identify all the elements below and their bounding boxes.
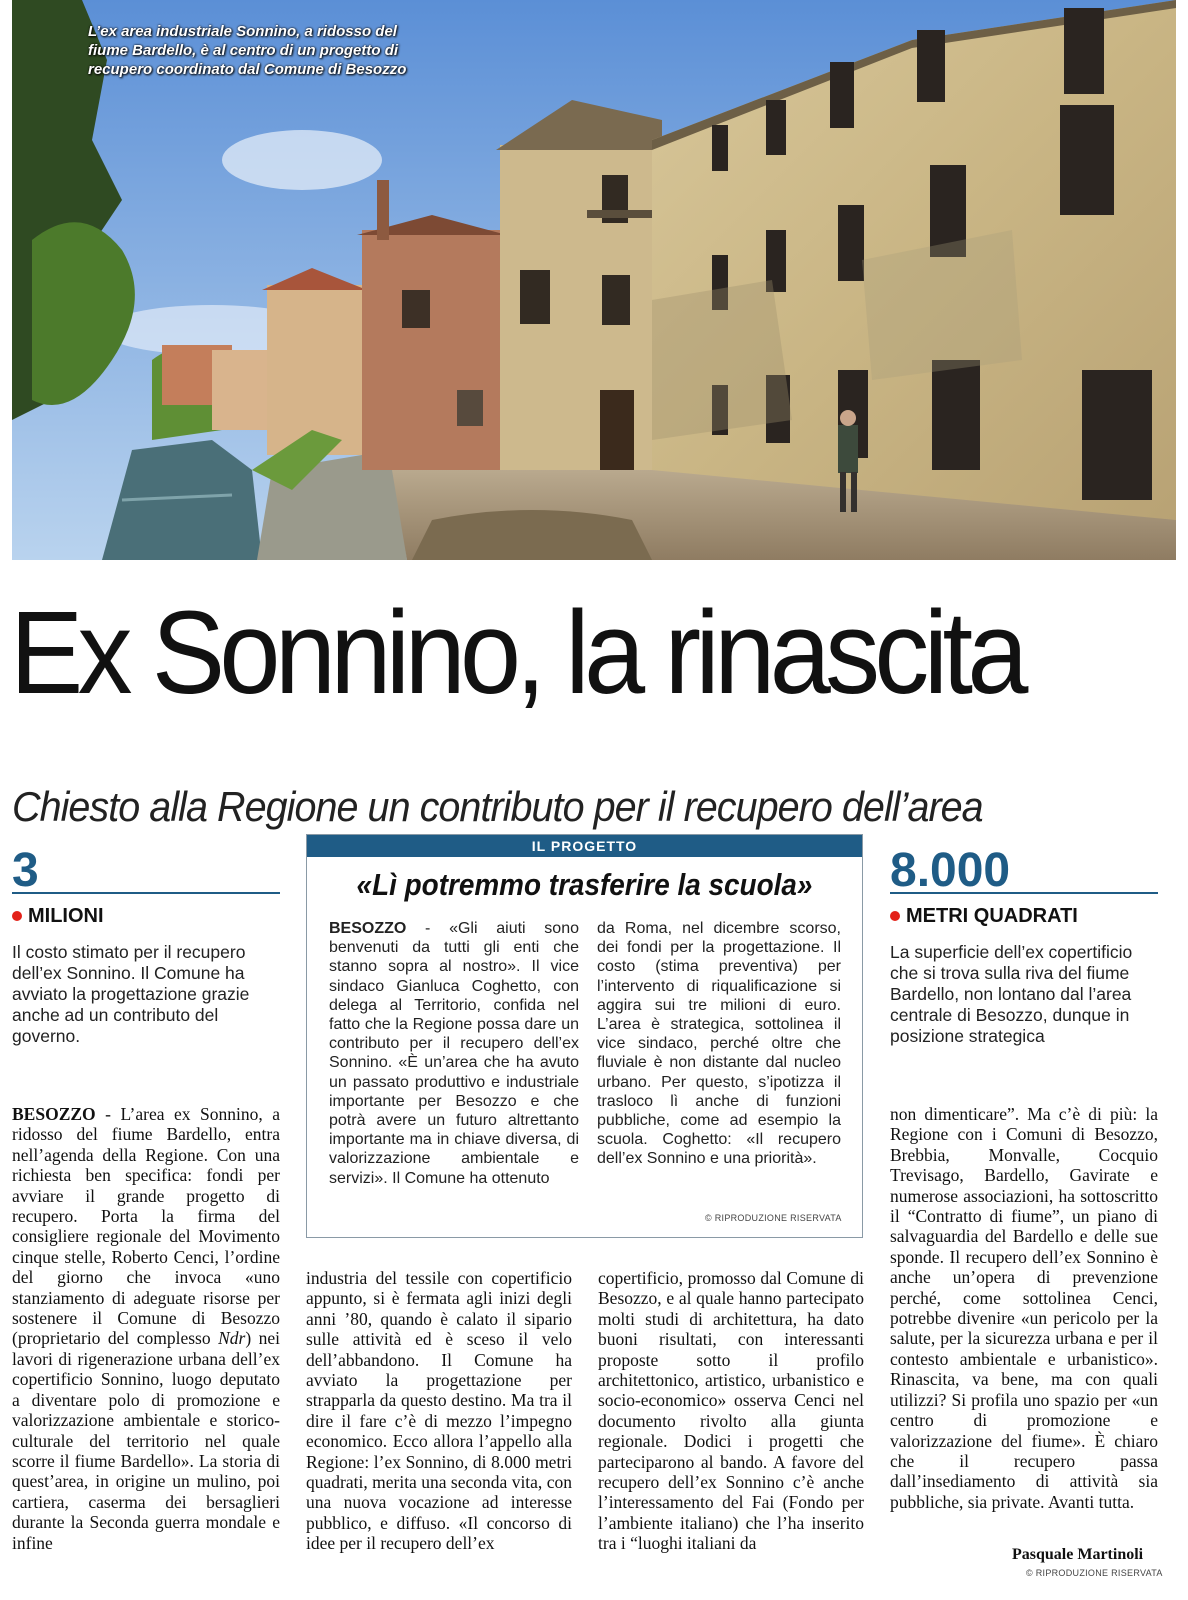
- stat-left-description: Il costo stimato per il recupero dell’ex Sonnino. Il Comune ha avviato la progettazione grazie anche ad un contributo del governo.: [12, 942, 250, 1046]
- article-column-3: copertificio, promosso dal Comune di Besozzo, e al quale hanno partecipato molti studi di architettura, ha dato buoni risultati, con interessanti proposte sotto il profilo architettonico, artistico, urbanistico e socio-economico» osserva Cenci nel documento rivolto alla giunta regionale. Dodici i progetti che parteciparono al bando. A favore del recupero dell’ex Sonnino c’è anche l’interessamento del Fai (Fondo per l’ambiente italiano) che l’ha inserito tra i “luoghi italiani da: [598, 1268, 864, 1554]
- box-title: «Lì potremmo trasferire la scuola»: [356, 867, 813, 902]
- stat-right-unit-row: [890, 904, 1158, 928]
- box-column-1-text: - «Gli aiuti sono benvenuti da tutti gli enti che stanno sopra al nostro». Il vice sindaco Gianluca Coghetto, con delega al Territorio, confida nel fatto che la Regione possa dare un contributo per il recupero dell’ex Sonnino. «È un’area che ha avuto un passato produttivo e industriale importante per Besozzo e che potrà avere un futuro altrettanto importante ma in chiave diversa, di valorizzazione ambientale e servizi». Il Comune ha ottenuto: [329, 920, 579, 1187]
- project-box: [306, 834, 863, 1238]
- stat-left: [12, 846, 280, 1047]
- photo-caption: L’ex area industriale Sonnino, a ridosso del fiume Bardello, è al centro di un progetto di recupero coordinato dal Comune di Besozzo: [88, 23, 407, 78]
- article-column-1-text-a: - L’area ex Sonnino, a ridosso del fiume Bardello, entra nell’agenda della Regione. Con una richiesta ben specifica: fondi per avviare il grande progetto di recupero. Porta la firma del consigliere regionale del Movimento cinque stelle, Roberto Cenci, l’ordine del giorno che invoca «uno stanziamento di adeguate risorse per sostenere il Comune di Besozzo (proprietario del complesso: [12, 1104, 280, 1349]
- article-photo: [12, 0, 1176, 560]
- box-dateline: BESOZZO: [329, 920, 407, 937]
- article-column-1: [12, 1104, 280, 1553]
- author-signature: Pasquale Martinoli: [1012, 1546, 1144, 1563]
- bullet-dot-icon: [12, 911, 22, 921]
- stat-left-unit: MILIONI: [28, 905, 104, 927]
- stat-right-description: La superficie dell’ex copertificio che si trova sulla riva del fiume Bardello, non lontano dal l’area centrale di Besozzo, dunque in posizione strategica: [890, 942, 1133, 1046]
- box-column-1: [329, 919, 579, 1188]
- box-label: IL PROGETTO: [307, 835, 862, 857]
- box-rights: © RIPRODUZIONE RISERVATA: [705, 1213, 842, 1223]
- article-rights: © RIPRODUZIONE RISERVATA: [1026, 1568, 1163, 1578]
- stat-right: [890, 846, 1158, 1047]
- article-dateline: BESOZZO: [12, 1104, 96, 1124]
- stat-right-number: 8.000: [890, 844, 1011, 897]
- article-column-1-ndr: Ndr: [218, 1328, 246, 1349]
- subheadline: Chiesto alla Regione un contributo per il recupero dell’area: [12, 783, 983, 830]
- stat-left-rule: [12, 892, 280, 894]
- article-column-4: non dimenticare”. Ma c’è di più: la Regione con i Comuni di Besozzo, Brebbia, Monvalle, Cocquio Trevisago, Bardello, Gavirate e numerose associazioni, ha sottoscritto il “Contratto di fiume”, un piano di salvaguardia del Bardello e delle sue sponde. Il recupero dell’ex Sonnino è anche un’opera di prevenzione perché, come sottolinea Cenci, potrebbe divenire «un pericolo per la salute, per la sicurezza urbana e per il contesto ambientale e urbanistico». Rinascita, va bene, ma con quali utilizzi? Si profila uno spazio per «un centro di promozione e valorizzazione del fiume». È chiaro che il recupero passa dall’insediamento di attività sia pubbliche, sia private. Avanti tutta.: [890, 1104, 1158, 1512]
- article-column-2: industria del tessile con copertificio appunto, si è fermata agli inizi degli anni ’80, quando è calato il sipario sulle attività ed è sceso il velo dell’abbandono. Il Comune ha avviato la progettazione per strapparla da questo destino. Ma tra il dire il fare c’è di mezzo l’impegno economico. Ecco allora l’appello alla Regione: l’ex Sonnino, di 8.000 metri quadrati, merita una seconda vita, con una nuova vocazione ad interesse pubblico, e diffuso. «Il concorso di idee per il recupero dell’ex: [306, 1268, 572, 1554]
- stat-right-unit: METRI QUADRATI: [906, 905, 1078, 927]
- stat-left-number: 3: [12, 844, 39, 897]
- box-column-2: da Roma, nel dicembre scorso, dei fondi per la progettazione. Il costo (stima preventiva) per l’intervento di riqualificazione si aggira sui tre milioni di euro. L’area è strategica, sottolinea il vice sindaco, perché oltre che fluviale è non distante dal nucleo urbano. Per questo, s’ipotizza il trasloco lì anche di funzioni pubbliche, come ad esempio la scuola. Coghetto: «Il recupero dell’ex Sonnino e una priorità».: [597, 920, 841, 1168]
- article-column-1-text-b: ) nei lavori di rigenerazione urbana dell’ex copertificio Sonnino, luogo deputato a diventare polo di promozione e valorizzazione ambientale e storico-culturale del territorio nel quale scorre il fiume Bardello». La storia di quest’area, in origine un mulino, poi cartiera, caserma dei bersaglieri durante la Seconda guerra mondale e infine: [12, 1328, 280, 1553]
- headline: Ex Sonnino, la rinascita: [10, 587, 1023, 719]
- bullet-dot-icon: [890, 911, 900, 921]
- photo-illustration: [12, 0, 1176, 560]
- stat-left-unit-row: [12, 904, 280, 928]
